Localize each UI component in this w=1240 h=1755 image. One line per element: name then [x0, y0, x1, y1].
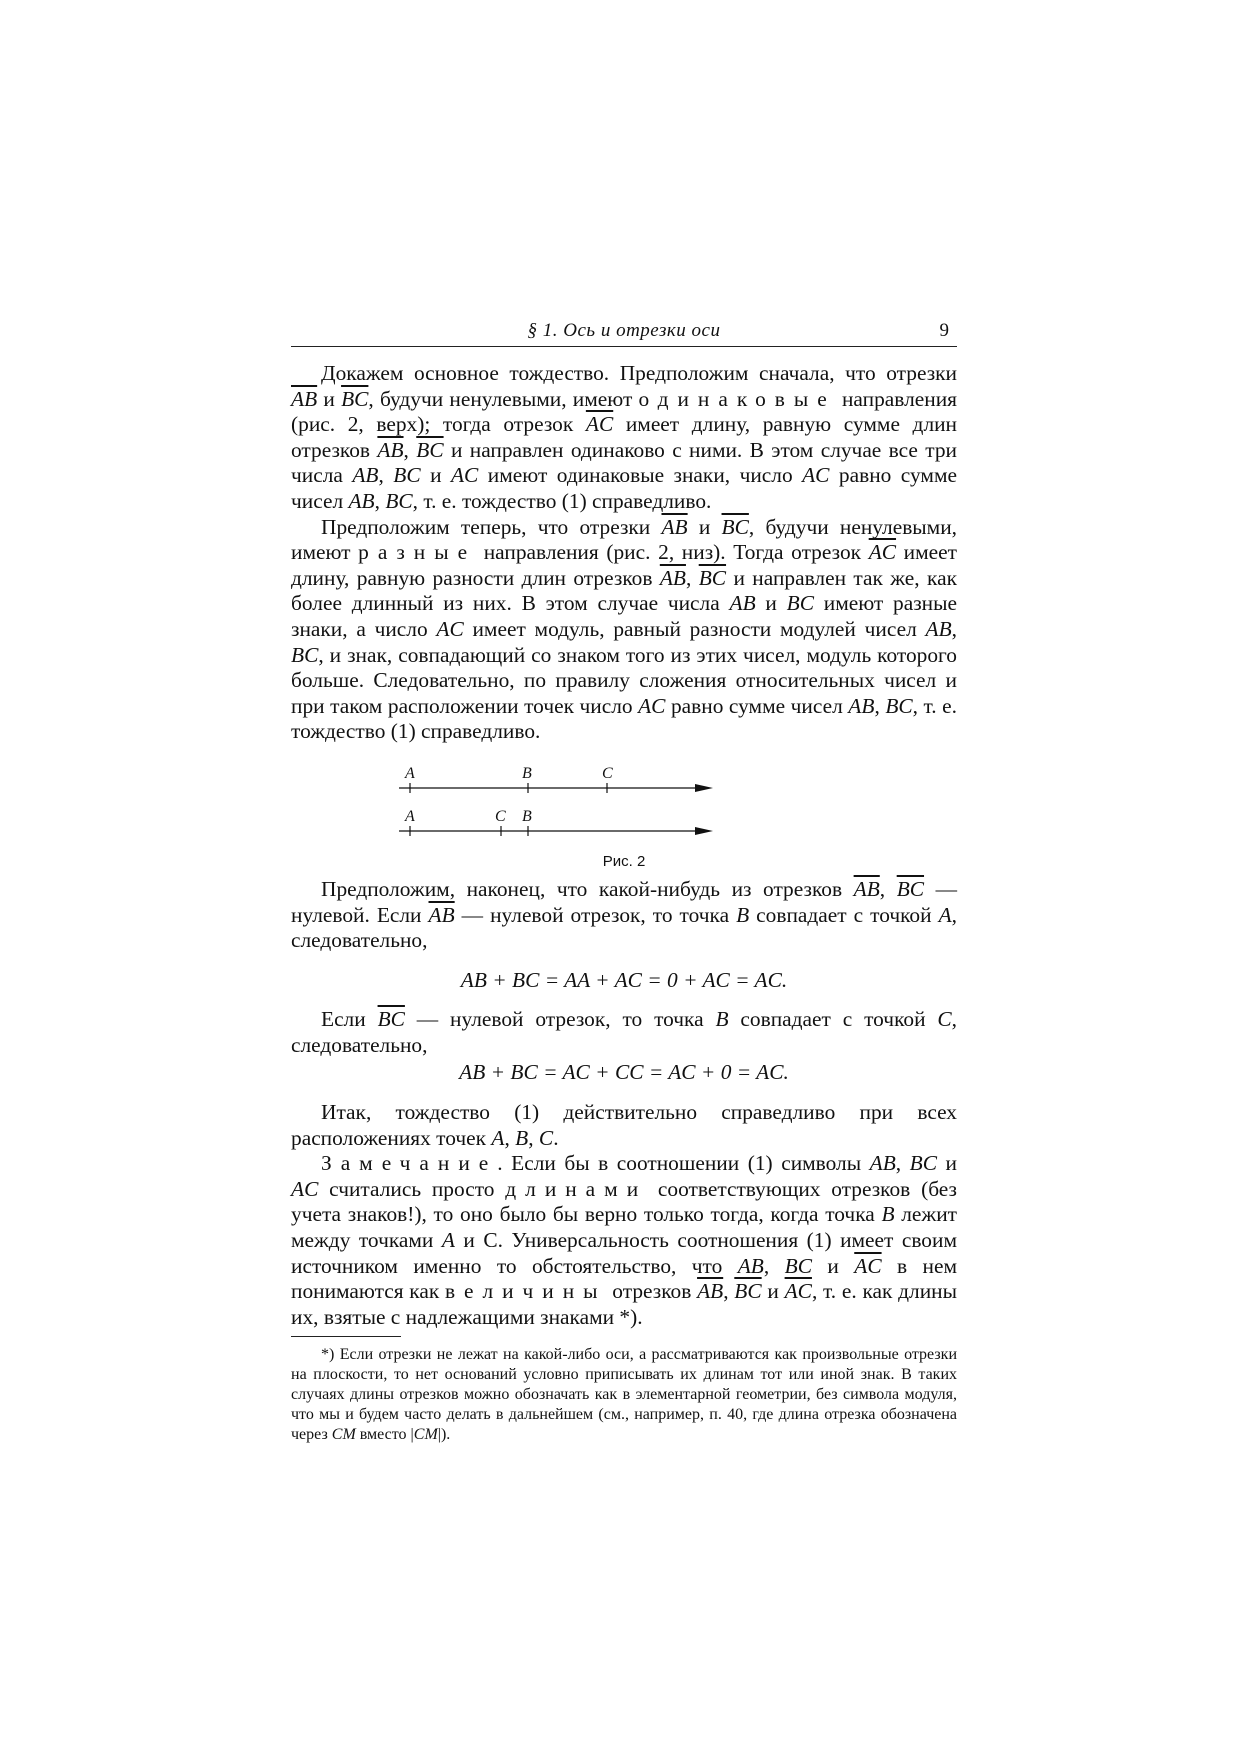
vector-ab: $\overline{AB}$	[291, 386, 318, 411]
vector-ab: $\overline{AB}$	[428, 902, 455, 927]
vector-bc: $\overline{BC}$	[734, 1279, 762, 1304]
footnote: *) Если отрезки не лежат на какой-либо оси, а рассматриваются как произвольные отрезки на плоскости, то нет оснований условно приписывать их длинам тот или иной знак. В таких случаях длины отрезков можно обозначать как в элементарной геометрии, без символа модуля, что мы и будем часто делать в дальнейшем (см., например, п. 40, где длина отрезка обозначена через CM вместо |CM|).	[291, 1346, 957, 1443]
emphasis-word: одинаковые	[638, 386, 836, 411]
vector-ab: $\overline{AB}$	[377, 437, 404, 462]
vector-bc: $\overline{BC}$	[896, 876, 925, 901]
paragraph-bc-zero: Если $\overline{BC}$ — нулевой отрезок, то точка B совпадает с точкой C, следовательно,	[291, 1007, 958, 1057]
emphasis-word: величины	[445, 1279, 607, 1304]
vector-bc: $\overline{BC}$	[341, 386, 369, 411]
formula-ab-zero: AB + BC = AA + AC = 0 + AC = AC.	[460, 967, 788, 992]
paragraph-remark: Замечание. Если бы в соотношении (1) символы AB, BC и AC считались просто длинами соответствующих отрезков (без учета знаков!), то оно было бы верно только тогда, когда точка B лежит между точками A и С. Универсальность соотношения (1) имеет своим источником именно то обстоятельство, что AB, BC и $\overline{AC}$ в нем понимаются как величины отрезков $\overline{AB}$, $\overline{BC}$ и $\overline{AC}$, т. е. как длины их, взятые с надлежащими знаками *).	[291, 1151, 958, 1329]
top-label-b: B	[522, 764, 532, 782]
vector-ac: $\overline{AC}$	[854, 1253, 882, 1278]
bottom-label-c: C	[495, 807, 506, 825]
vector-bc: $\overline{BC}$	[698, 565, 727, 590]
axis-diagram	[291, 753, 957, 853]
page-header	[291, 320, 957, 347]
top-axis-arrow	[695, 784, 713, 792]
page-number: 9	[939, 320, 949, 341]
vector-ab: $\overline{AB}$	[661, 514, 688, 539]
vector-ac: $\overline{AC}$	[784, 1279, 812, 1304]
bottom-label-a: A	[405, 807, 415, 825]
formula-bc-zero: AB + BC = AC + CC = AC + 0 = AC.	[459, 1060, 789, 1085]
vector-ac: $\overline{AC}$	[868, 540, 897, 565]
vector-ab: $\overline{AB}$	[853, 876, 880, 901]
bottom-axis-arrow	[695, 827, 713, 835]
emphasis-word: разные	[358, 540, 477, 565]
top-label-c: C	[602, 764, 613, 782]
page	[291, 320, 957, 1444]
figure-caption: Рис. 2	[602, 852, 646, 870]
remark-label: Замечание	[321, 1151, 498, 1176]
emphasis-word: длинами	[505, 1176, 648, 1201]
top-label-a: A	[405, 764, 415, 782]
figure-2	[291, 753, 957, 877]
paragraph-zero-segment: Предположим, наконец, что какой-нибудь из отрезков $\overline{AB}$, $\overline{BC}$ — нулевой. Если $\overline{AB}$ — нулевой отрезок, то точка B совпадает с точкой A, следовательно,	[291, 876, 957, 953]
vector-ab: $\overline{AB}$	[697, 1279, 724, 1304]
footnote-divider	[291, 1336, 401, 1337]
vector-bc: $\overline{BC}$	[721, 514, 749, 539]
paragraph-same-direction: Докажем основное тождество. Предположим сначала, что отрезки $\overline{AB}$ и $\overline{BC}$, будучи ненулевыми, имеют одинаковые направления (рис. 2, верх); тогда отрезок $\overline{AC}$ имеет длину, равную сумме длин отрезков $\overline{AB}$, $\overline{BC}$ и направлен одинаково с ними. В этом случае все три числа AB, BC и AC имеют одинаковые знаки, число AC равно сумме чисел AB, BC, т. е. тождество (1) справедливо.	[291, 361, 958, 513]
vector-bc: $\overline{BC}$	[377, 1007, 405, 1032]
vector-ac: $\overline{AC}$	[585, 412, 614, 437]
paragraph-different-directions: Предположим теперь, что отрезки $\overline{AB}$ и $\overline{BC}$, будучи ненулевыми, имеют разные направления (рис. 2, низ). Тогда отрезок $\overline{AC}$ имеет длину, равную разности длин отрезков $\overline{AB}$, $\overline{BC}$ и направлен так же, как более длинный из них. В этом случае числа AB и BC имеют разные знаки, а число AC имеет модуль, равный разности модулей чисел AB, BC, и знак, совпадающий со знаком того из этих чисел, модуль которого больше. Следовательно, по правилу сложения относительных чисел и при таком расположении точек число AC равно сумме чисел AB, BC, т. е. тождество (1) справедливо.	[291, 514, 957, 744]
paragraph-conclusion: Итак, тождество (1) действительно справедливо при всех расположениях точек A, B, C.	[291, 1100, 957, 1150]
vector-ab: $\overline{AB}$	[659, 565, 686, 590]
vector-bc: $\overline{BC}$	[416, 437, 444, 462]
running-title: § 1. Ось и отрезки оси	[527, 320, 721, 341]
bottom-label-b: B	[522, 807, 532, 825]
